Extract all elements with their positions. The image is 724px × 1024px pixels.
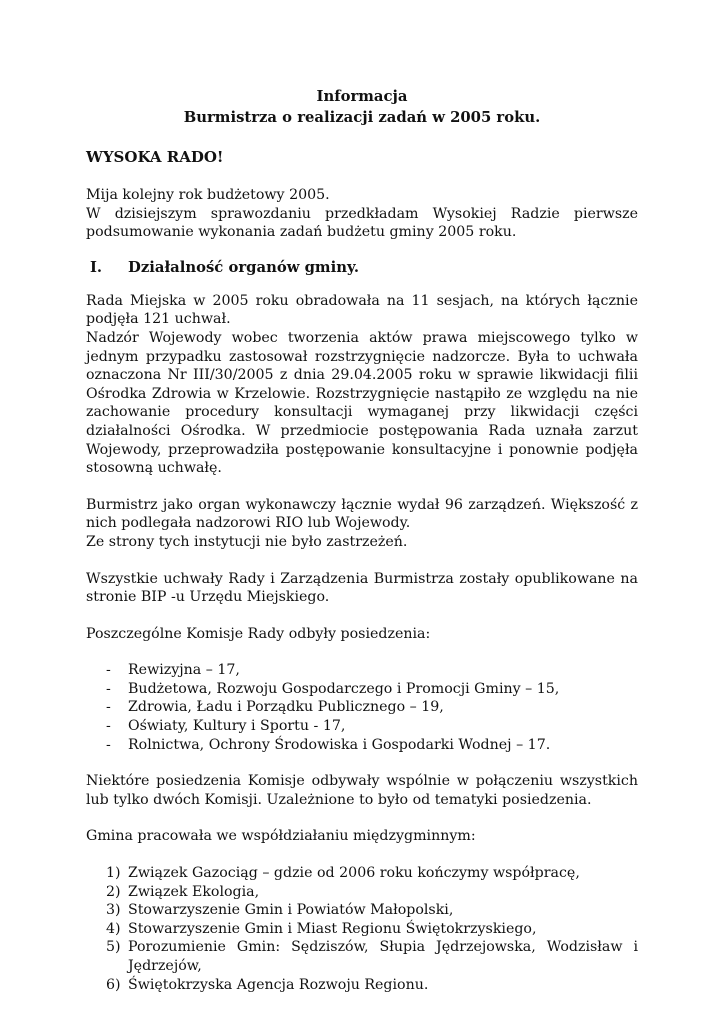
paragraph-mayor: Burmistrz jako organ wykonawczy łącznie wydał 96 zarządzeń. Większość z nich podlegała nadzorowi RIO lub Wojewody. bbox=[86, 496, 638, 532]
doc-title-line2: Burmistrza o realizacji zadań w 2005 roku. bbox=[183, 109, 541, 126]
paragraph-no-objections: Ze strony tych instytucji nie było zastrzeżeń. bbox=[86, 533, 408, 550]
commissions-list bbox=[86, 661, 638, 754]
list-item: - Zdrowia, Ładu i Porządku Publicznego – 19, bbox=[86, 698, 638, 717]
intro-paragraph: W dzisiejszym sprawozdaniu przedkładam Wysokiej Radzie pierwsze podsumowanie wykonania zadań budżetu gminy 2005 roku. bbox=[86, 205, 638, 241]
dash-marker: - bbox=[106, 718, 111, 735]
dash-marker: - bbox=[106, 680, 111, 697]
cooperation-intro: Gmina pracowała we współdziałaniu międzygminnym: bbox=[86, 828, 476, 845]
list-item: - Oświaty, Kultury i Sportu - 17, bbox=[86, 717, 638, 736]
list-item: - Rewizyjna – 17, bbox=[86, 661, 638, 680]
list-item: 2) Związek Ekologia, bbox=[106, 883, 260, 900]
doc-title-line1: Informacja bbox=[316, 88, 408, 105]
intro-line: Mija kolejny rok budżetowy 2005. bbox=[86, 187, 330, 203]
section-heading bbox=[86, 258, 638, 278]
paragraph-joint-meetings: Niektóre posiedzenia Komisje odbywały wspólnie w połączeniu wszystkich lub tylko dwóch Komisji. Uzależnione to było od tematyki posiedzenia. bbox=[86, 773, 638, 808]
list-item: 5) Porozumienie Gmin: Sędziszów, Słupia Jędrzejowska, Wodzisław i Jędrzejów, bbox=[106, 939, 638, 974]
dash-marker: - bbox=[106, 662, 111, 679]
section-number: I. bbox=[90, 258, 103, 276]
list-item: - Budżetowa, Rozwoju Gospodarczego i Promocji Gminy – 15, bbox=[86, 680, 638, 699]
dash-marker: - bbox=[106, 699, 111, 716]
paragraph-sessions: Rada Miejska w 2005 roku obradowała na 11 sesjach, na których łącznie podjęła 121 uchwał. bbox=[86, 292, 638, 328]
commissions-intro: Poszczególne Komisje Rady odbyły posiedzenia: bbox=[86, 625, 431, 642]
list-item: 1) Związek Gazociąg – gdzie od 2006 roku kończymy współpracę, bbox=[106, 865, 580, 882]
list-item: - Rolnictwa, Ochrony Środowiska i Gospodarki Wodnej – 17. bbox=[86, 736, 638, 755]
list-item: 3) Stowarzyszenie Gmin i Powiatów Małopolski, bbox=[106, 902, 454, 919]
document-body bbox=[86, 86, 638, 994]
greeting: WYSOKA RADO! bbox=[86, 148, 224, 166]
paragraph-supervision: Nadzór Wojewody wobec tworzenia aktów prawa miejscowego tylko w jednym przypadku zastosował rozstrzygnięcie nadzorcze. Była to uchwała oznaczona Nr III/30/2005 z dnia 29.04.2005 roku w sprawie likwidacji filii Ośrodka Zdrowia w Krzelowie. Rozstrzygnięcie nastąpiło ze względu na nie zachowanie procedury konsultacji wymaganej przy likwidacji części działalności Ośrodka. W przedmiocie postępowania Rada uznała zarzut Wojewody, przeprowadziła postępowanie konsultacyjne i ponownie podjęła stosowną uchwałę. bbox=[86, 329, 638, 477]
dash-marker: - bbox=[106, 736, 111, 753]
list-item: 4) Stowarzyszenie Gmin i Miast Regionu Świętokrzyskiego, bbox=[106, 920, 537, 937]
cooperation-list bbox=[86, 864, 638, 994]
section-title: Działalność organów gminy. bbox=[128, 258, 360, 276]
paragraph-bip: Wszystkie uchwały Rady i Zarządzenia Burmistrza zostały opublikowane na stronie BIP -u Urzędu Miejskiego. bbox=[86, 570, 638, 606]
list-item: 6) Świętokrzyska Agencja Rozwoju Regionu. bbox=[106, 976, 429, 993]
